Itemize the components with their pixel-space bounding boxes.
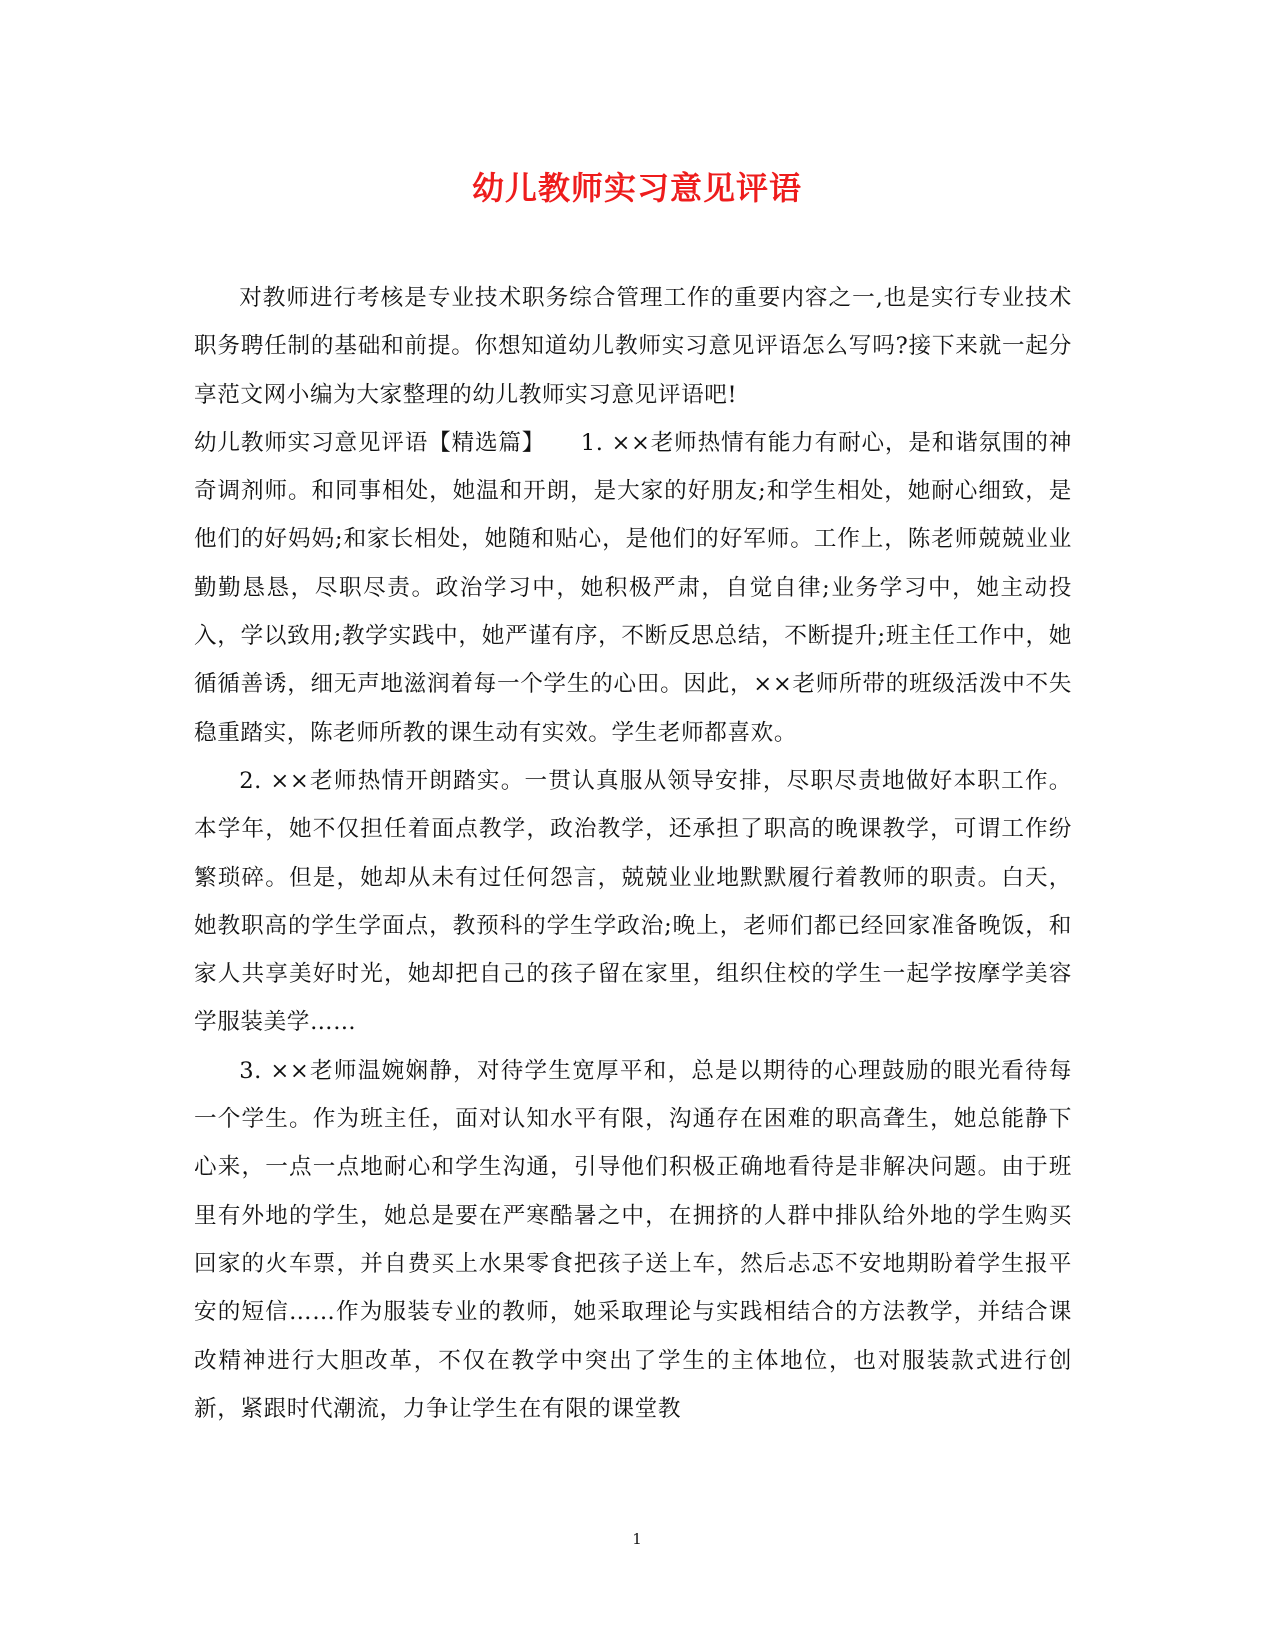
document-title: 幼儿教师实习意见评语 bbox=[471, 169, 802, 207]
section-paragraph-3: 3. ××老师温婉娴静，对待学生宽厚平和，总是以期待的心理鼓励的眼光看待每一个学生。作为班主任，面对认知水平有限，沟通存在困难的职高聋生，她总能静下心来，一点一点地耐心和学生沟通，引导他们积极正确地看待是非解决问题。由于班里有外地的学生，她总是要在严寒酷暑之中，在拥挤的人群中排队给外地的学生购买回家的火车票，并自费买上水果零食把孩子送上车，然后忐忑不安地期盼着学生报平安的短信……作为服装专业的教师，她采取理论与实践相结合的方法教学，并结合课改精神进行大胆改革，不仅在教学中突出了学生的主体地位，也对服装款式进行创新，紧跟时代潮流，力争让学生在有限的课堂教 bbox=[194, 1057, 1072, 1422]
page-number: 1 bbox=[632, 1530, 642, 1548]
document-body bbox=[194, 274, 1072, 1433]
intro-paragraph: 对教师进行考核是专业技术职务综合管理工作的重要内容之一,也是实行专业技术职务聘任制的基础和前提。你想知道幼儿教师实习意见评语怎么写吗?接下来就一起分享范文网小编为大家整理的幼儿教师实习意见评语吧! bbox=[194, 285, 1072, 408]
section-paragraph-2: 2. ××老师热情开朗踏实。一贯认真服从领导安排，尽职尽责地做好本职工作。本学年，她不仅担任着面点教学，政治教学，还承担了职高的晚课教学，可谓工作纷繁琐碎。但是，她却从未有过任何怨言，兢兢业业地默默履行着教师的职责。白天，她教职高的学生学面点，教预科的学生学政治;晚上，老师们都已经回家准备晚饭，和家人共享美好时光，她却把自己的孩子留在家里，组织住校的学生一起学按摩学美容学服装美学…… bbox=[194, 767, 1072, 1036]
section-paragraph-1: 幼儿教师实习意见评语【精选篇】 1. ××老师热情有能力有耐心，是和谐氛围的神奇调剂师。和同事相处，她温和开朗，是大家的好朋友;和学生相处，她耐心细致，是他们的好妈妈;和家长相处，她随和贴心，是他们的好军师。工作上，陈老师兢兢业业勤勤恳恳，尽职尽责。政治学习中，她积极严肃，自觉自律;业务学习中，她主动投入，学以致用;教学实践中，她严谨有序，不断反思总结，不断提升;班主任工作中，她循循善诱，细无声地滋润着每一个学生的心田。因此，××老师所带的班级活泼中不失稳重踏实，陈老师所教的课生动有实效。学生老师都喜欢。 bbox=[194, 429, 1072, 746]
